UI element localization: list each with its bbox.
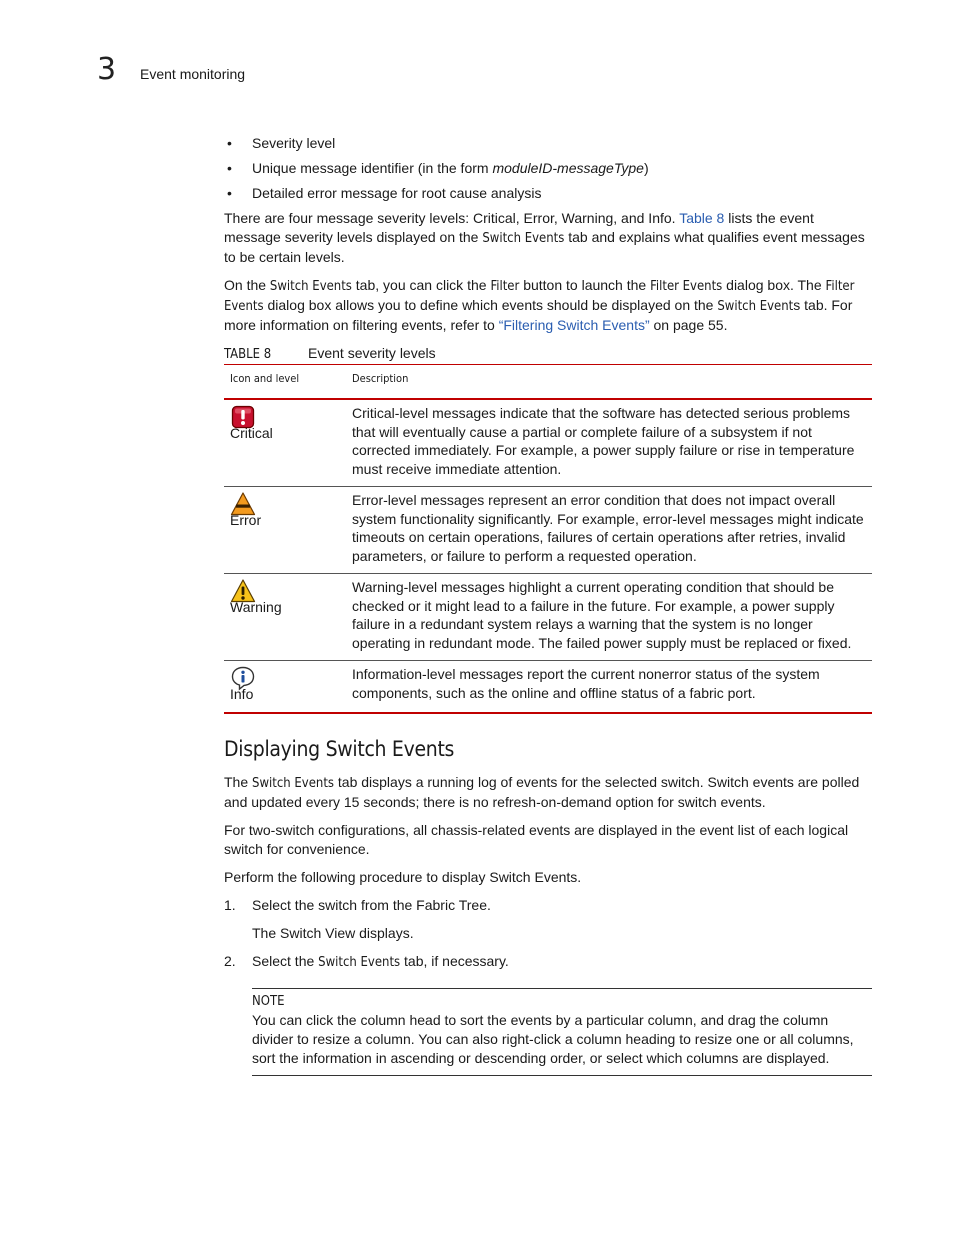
page-content [224,134,872,1076]
text: There are four message severity levels: Critical, Error, Warning, and Info. [224,210,680,226]
chapter-number: 3 [97,52,117,87]
table-8-link[interactable]: Table 8 [679,210,725,226]
section-heading: Displaying Switch Events [224,736,455,761]
icon-level-cell [224,661,346,713]
step-text: Select the switch from the Fabric Tree. [252,896,491,913]
text: button to launch the [519,277,651,293]
icon-level-cell [224,399,346,487]
text: s tab. For more information on filtering events, refer to [224,297,853,333]
step-number: 2. [224,952,236,969]
bullet-emphasis: moduleID-messageType [492,160,644,176]
table-row [224,487,872,574]
note-box [252,988,872,1076]
note-text: You can click the column head to sort the events by a particular column, and drag the column divider to resize a column. You can also right-click a column heading to resize one or all columns, sort the information in ascending or descending order, or select which columns are displayed. [252,1011,854,1066]
description-cell: Error-level messages represent an error condition that does not impact overall system functionality significantly. For example, error-level messages might indicate timeouts on certain operations, failures of certain operations after retries, invalid parameters, or failure to perform a requested operation. [346,487,872,574]
level-label: Info [230,686,254,702]
table-caption [224,344,872,364]
bullet-text: Unique message identifier (in the form [252,160,493,176]
text: dialog box. The [722,277,826,293]
paragraph-severity-levels [224,209,872,267]
description-cell: Critical-level messages indicate that the software has detected serious problems that will eventually cause a partial or complete failure of a subsystem if not corrected immediately. For example, a power supply failure or rise in temperature must receive immediate attention. [346,399,872,487]
level-label: Critical [230,425,273,441]
filtering-switch-events-link[interactable]: “Filtering Switch Events” [498,317,650,333]
bullet-text: Severity level [252,135,336,151]
level-label: Error [230,512,262,528]
bullet-text: Detailed error message for root cause analysis [252,185,542,201]
step-text: tab, if necessary. [400,952,509,969]
text: The [224,773,253,790]
description-cell: Information-level messages report the current nonerror status of the system components, such as the online and offline status of a fabric port. [346,661,872,713]
text: tab, you can click the [351,277,491,293]
list-item [224,184,872,203]
paragraph: For two-switch configurations, all chassis-related events are displayed in the event list of each logical switch for convenience. [224,821,849,857]
ui-term: Switch Events [482,231,565,246]
table-row [224,399,872,487]
ui-term: Switch Events [252,775,334,791]
text: on page 55. [649,317,728,333]
text: tab and explains what qualifies event messages to be certain levels. [224,229,865,265]
text: tab displays a running log of events for the selected switch. Switch events are polled and updated every 15 seconds; there is no refresh-on-demand option for switch events. [224,773,860,810]
icon-level-cell [224,574,346,661]
paragraph-filter [224,276,872,335]
icon-level-cell [224,487,346,574]
ui-term: Switch Events [269,279,352,294]
text: On the [224,277,270,293]
step-text: Select the [252,952,319,969]
table-header-row [224,365,872,400]
text: dialog box allows you to define which events should be displayed on the [263,297,718,313]
paragraph: Perform the following procedure to display Switch Events. [224,868,582,885]
list-item [224,159,872,178]
ui-term: Switch Events [318,954,401,970]
severity-table [224,364,872,714]
step-result: The Switch View displays. [252,924,414,941]
step-item [224,896,872,915]
procedure-steps [224,952,872,972]
text: lists the event message severity levels displayed on the [224,210,814,245]
description-cell: Warning-level messages highlight a current operating condition that should be checked or it might lead to a failure in the future. For example, a power supply failure in a redundant system relays a warning that the system is no longer operating in redundant mode. The failed power supply must be replaced or fixed. [346,574,872,661]
chapter-title: Event monitoring [140,66,246,82]
table-caption-text: Event severity levels [308,345,436,361]
column-header: Description [346,365,872,400]
table-caption-label: TABLE 8 [224,347,272,362]
table-row [224,661,872,713]
column-header: Icon and level [224,365,346,400]
list-item [224,134,872,153]
procedure-steps [224,896,872,915]
ui-term: Switch Event [717,299,794,314]
level-label: Warning [230,599,282,615]
ui-term: Filter Events [224,279,855,314]
ui-term: Filter [490,279,520,294]
step-item [224,952,872,972]
step-number: 1. [224,896,236,913]
ui-term: Filter Events [650,279,723,294]
note-heading: NOTE [252,993,285,1009]
paragraph [224,773,872,812]
table-row [224,574,872,661]
bullet-list [224,134,872,203]
bullet-text: ) [643,160,649,176]
